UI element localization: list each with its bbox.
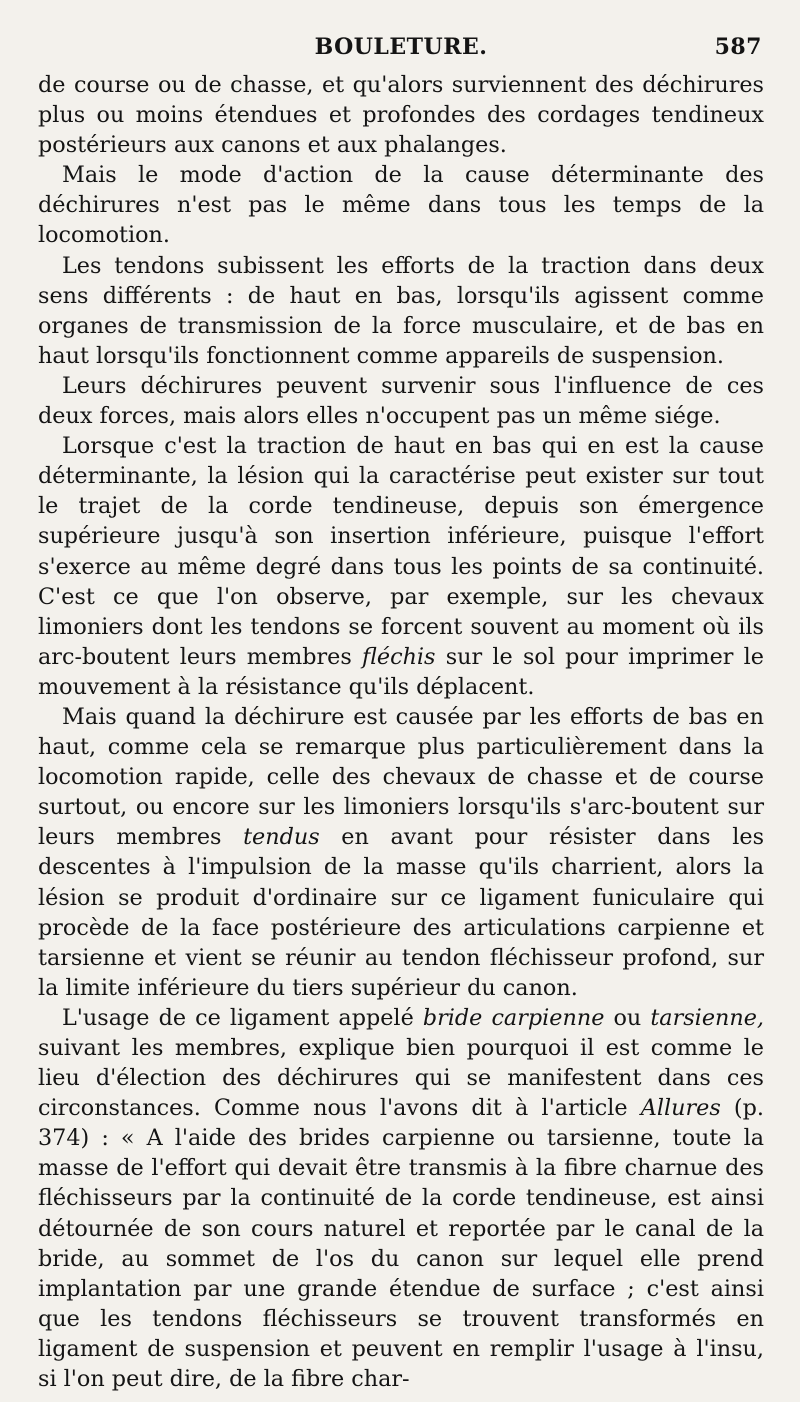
text-run: suivant les membres, explique bien pourquoi il est comme le lieu d'élection des déchirures qui se manifestent dans ces circonstances. Comme nous l'avons dit à l'article (38, 1035, 764, 1122)
paragraph (38, 160, 764, 250)
paragraph (38, 431, 764, 702)
text-run: L'usage de ce ligament appelé (62, 1004, 423, 1031)
text-run: Les tendons subissent les efforts de la traction dans deux sens différents : de haut en bas, lorsqu'ils agissent comme organes de transmission de la force musculaire, et de bas en haut lorsqu'ils fonctionnent comme appareils de suspension. (38, 252, 764, 369)
paragraph (38, 371, 764, 431)
text-run: Mais le mode d'action de la cause déterminante des déchirures n'est pas le même dans tous les temps de la locomotion. (38, 162, 764, 249)
italic-term: tendus (243, 824, 320, 851)
italic-term: bride carpienne (422, 1004, 605, 1031)
italic-term: Allures (640, 1095, 721, 1122)
text-run: sur le sol pour imprimer le mouvement à la résistance qu'ils déplacent. (38, 643, 765, 700)
italic-term: fléchis (362, 643, 436, 670)
text-run: ou (604, 1004, 651, 1031)
text-run: Mais quand la déchirure est causée par les efforts de bas en haut, comme cela se remarque plus particulièrement dans la locomotion rapide, celle des chevaux de chasse et de course surtout, ou encore sur les limoniers lorsqu'ils s'arc-boutent sur leurs membres (38, 703, 764, 851)
running-head (38, 26, 764, 70)
text-run: Lorsque c'est la traction de haut en bas qui en est la cause déterminante, la lésion qui la caractérise peut exister sur tout le trajet de la corde tendineuse, depuis son émergence supérieure jusqu'à son insertion inférieure, puisque l'effort s'exerce au même degré dans tous les points de sa continuité. C'est ce que l'on observe, par exemple, sur les chevaux limoniers dont les tendons se forcent souvent au moment où ils arc-boutent leurs membres (38, 433, 764, 670)
paragraph (38, 1003, 764, 1394)
text-run: (p. 374) : « A l'aide des brides carpienne ou tarsienne, toute la masse de l'effort qui devait être transmis à la fibre charnue des fléchisseurs par la continuité de la corde tendineuse, est ainsi détournée de son cours naturel et reportée par le canal de la bride, au sommet de l'os du canon sur lequel elle prend implantation par une grande étendue de surface ; c'est ainsi que les tendons fléchisseurs se trouvent transformés en ligament de suspension et peuvent en remplir l'usage à l'insu, si l'on peut dire, de la fibre char- (38, 1095, 764, 1393)
paragraph-continuation (38, 70, 764, 160)
paragraph (38, 251, 764, 371)
italic-term: tarsienne, (650, 1004, 765, 1031)
text-run: Leurs déchirures peuvent survenir sous l'influence de ces deux forces, mais alors elles n'occupent pas un même siége. (38, 372, 764, 430)
text-run: de course ou de chasse, et qu'alors surviennent des déchirures plus ou moins étendues et profondes des cordages tendineux postérieurs aux canons et aux phalanges. (38, 72, 764, 159)
text-run: en avant pour résister dans les descentes à l'impulsion de la masse qu'ils charrient, alors la lésion se produit d'ordinaire sur ce ligament funiculaire qui procède de la face postérieure des articulations carpienne et tarsienne et vient se réunir au tendon fléchisseur profond, sur la limite inférieure du tiers supérieur du canon. (38, 824, 765, 1001)
paragraph (38, 702, 764, 1003)
body-text (38, 70, 764, 1394)
page-number: 587 (714, 34, 762, 60)
running-title: BOULETURE. (314, 34, 488, 60)
